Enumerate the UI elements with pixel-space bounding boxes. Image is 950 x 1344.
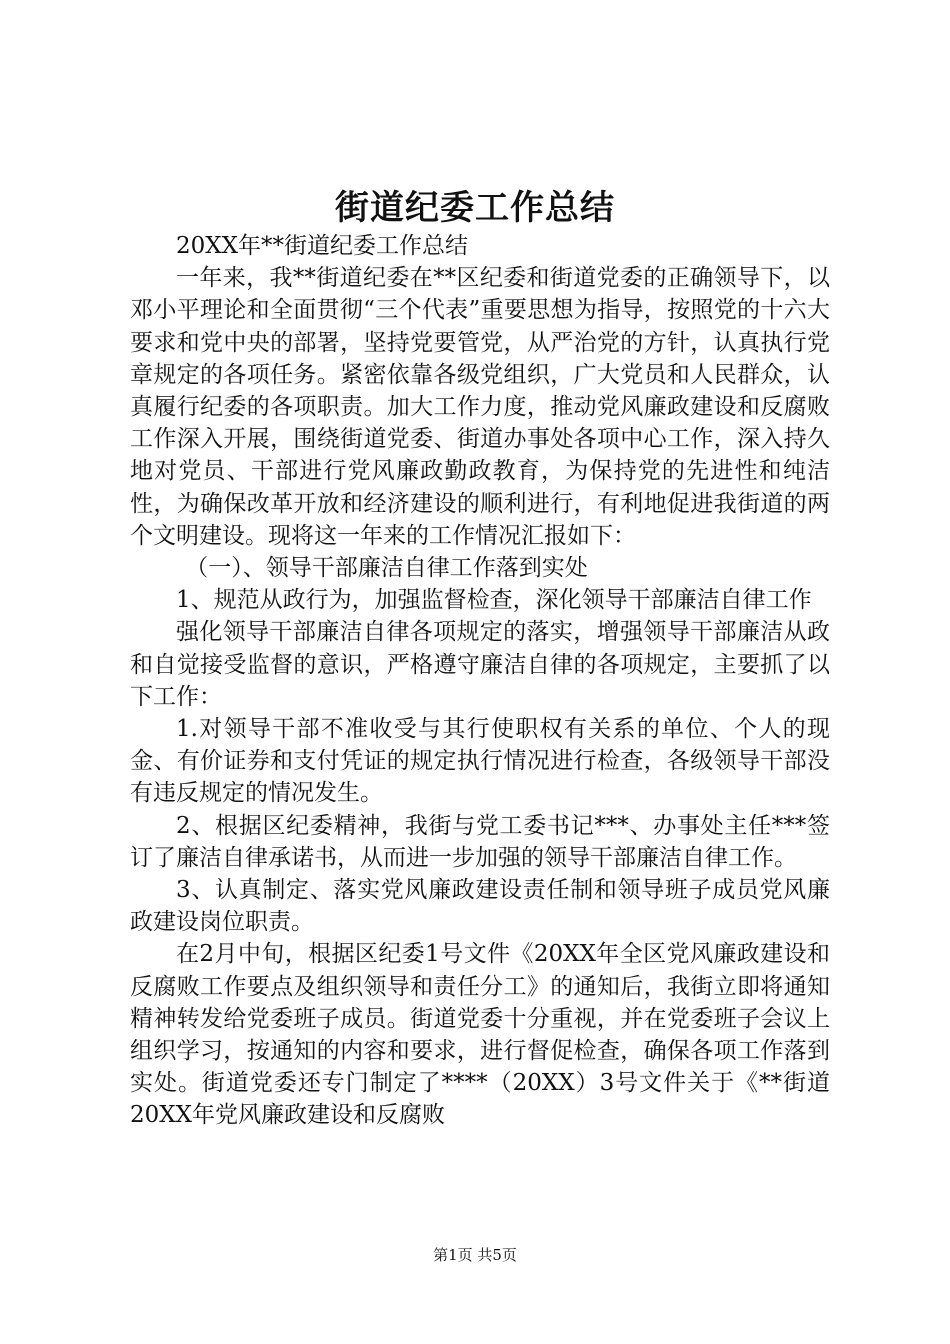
subsection-heading: 1、规范从政行为，加强监督检查，深化领导干部廉洁自律工作 xyxy=(176,587,812,614)
list-item-paragraph: 1.对领导干部不准收受与其行使职权有关系的单位、个人的现金、有价证券和支付凭证的规定执行情况进行检查，各级领导干部没有违反规定的情况发生。 xyxy=(130,716,830,807)
subtitle-paragraph: 20XX年**街道纪委工作总结 xyxy=(176,233,469,259)
intro-paragraph: 一年来，我**街道纪委在**区纪委和街道党委的正确领导下，以邓小平理论和全面贯彻“三个代表”重要思想为指导，按照党的十六大要求和党中央的部署，坚持党要管党，从严治党的方针，认真执行党章规定的各项任务。紧密依靠各级党组织，广大党员和人民群众，认真履行纪委的各项职责。加大工作力度，推动党风廉政建设和反腐败工作深入开展，围绕街道党委、街道办事处各项中心工作，深入持久地对党员、干部进行党风廉政勤政教育，为保持党的先进性和纯洁性，为确保改革开放和经济建设的顺利进行，有利地促进我街道的两个文明建设。现将这一年来的工作情况汇报如下： xyxy=(130,265,830,549)
list-item-paragraph: 3、认真制定、落实党风廉政建设责任制和领导班子成员党风廉政建设岗位职责。 xyxy=(130,877,830,936)
body-paragraph: 在2月中旬，根据区纪委1号文件《20XX年全区党风廉政建设和反腐败工作要点及组织领导和责任分工》的通知后，我街立即将通知精神转发给党委班子成员。街道党委十分重视，并在党委班子会议上组织学习，按通知的内容和要求，进行督促检查，确保各项工作落到实处。街道党委还专门制定了****（20XX）3号文件关于《**街道20XX年党风廉政建设和反腐败 xyxy=(130,941,830,1129)
section-heading: （一）、领导干部廉洁自律工作落到实处 xyxy=(185,555,588,582)
page-number-footer: 第1页 共5页 xyxy=(433,1246,517,1264)
list-item-paragraph: 2、根据区纪委精神，我街与党工委书记***、办事处主任***签订了廉洁自律承诺书，从而进一步加强的领导干部廉洁自律工作。 xyxy=(130,812,830,871)
document-body xyxy=(130,230,830,1132)
document-title: 街道纪委工作总结 xyxy=(335,188,615,228)
body-paragraph: 强化领导干部廉洁自律各项规定的落实，增强领导干部廉洁从政和自觉接受监督的意识，严格遵守廉洁自律的各项规定，主要抓了以下工作： xyxy=(130,619,830,710)
